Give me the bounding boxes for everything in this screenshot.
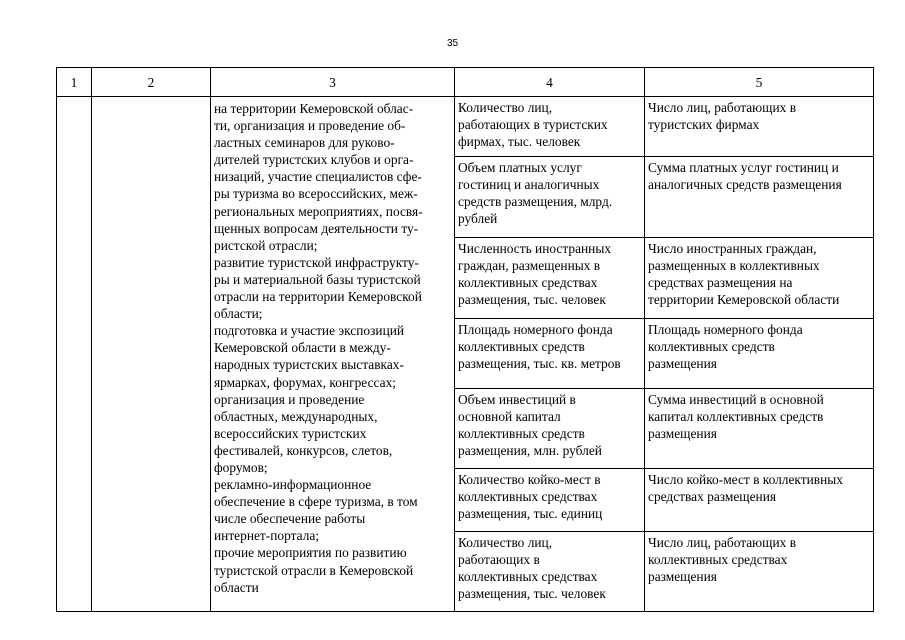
indicator-cell: Количество лиц, работающих в туристских фирмах, тыс. человек	[455, 97, 645, 157]
column-header-5: 5	[645, 68, 874, 97]
indicator-cell: Площадь номерного фонда коллективных средств размещения, тыс. кв. метров	[455, 319, 645, 389]
page-number: 35	[446, 38, 459, 49]
table-row	[57, 97, 874, 157]
calculation-method-cell: Число иностранных граждан, размещенных в коллективных средствах размещения на территории Кемеровской области	[645, 238, 874, 319]
calculation-method-cell: Число койко-мест в коллективных средствах размещения	[645, 469, 874, 532]
header-row	[57, 68, 874, 97]
calculation-method-cell: Сумма платных услуг гостиниц и аналогичных средств размещения	[645, 157, 874, 238]
indicator-cell: Количество лиц, работающих в коллективных средствах размещения, тыс. человек	[455, 532, 645, 612]
column-header-1: 1	[57, 68, 92, 97]
calculation-method-cell: Сумма инвестиций в основной капитал коллективных средств размещения	[645, 389, 874, 469]
cell-col1-empty	[57, 97, 92, 612]
column-header-2: 2	[92, 68, 211, 97]
indicators-table	[56, 67, 874, 612]
indicator-cell: Объем инвестиций в основной капитал коллективных средств размещения, млн. рублей	[455, 389, 645, 469]
column-header-4: 4	[455, 68, 645, 97]
calculation-method-cell: Число лиц, работающих в коллективных средствах размещения	[645, 532, 874, 612]
calculation-method-cell: Площадь номерного фонда коллективных средств размещения	[645, 319, 874, 389]
column-header-3: 3	[211, 68, 455, 97]
indicator-cell: Количество койко-мест в коллективных средствах размещения, тыс. единиц	[455, 469, 645, 532]
indicator-cell: Объем платных услуг гостиниц и аналогичных средств размещения, млрд. рублей	[455, 157, 645, 238]
cell-col2-empty	[92, 97, 211, 612]
calculation-method-cell: Число лиц, работающих в туристских фирмах	[645, 97, 874, 157]
indicator-cell: Численность иностранных граждан, размещенных в коллективных средствах размещения, тыс. человек	[455, 238, 645, 319]
measures-description: на территории Кемеровской облас- ти, организация и проведение об- ластных семинаров для руково- дителей туристских клубов и орга- низаций, участие специалистов сфе- ры туризма во всероссийских, меж- региональных мероприятиях, посвя- щенных вопросам деятельности ту- ристской отрасли; развитие туристской инфраструкту- ры и материальной базы туристской отрасли на территории Кемеровской области; подготовка и участие экспозиций Кемеровской области в между- народных туристских выставках- ярмарках, форумах, конгрессах; организация и проведение областных, международных, всероссийских туристских фестивалей, конкурсов, слетов, форумов; рекламно-информационное обеспечение в сфере туризма, в том числе обеспечение работы интернет-портала; прочие мероприятия по развитию туристской отрасли в Кемеровской области	[211, 97, 455, 612]
